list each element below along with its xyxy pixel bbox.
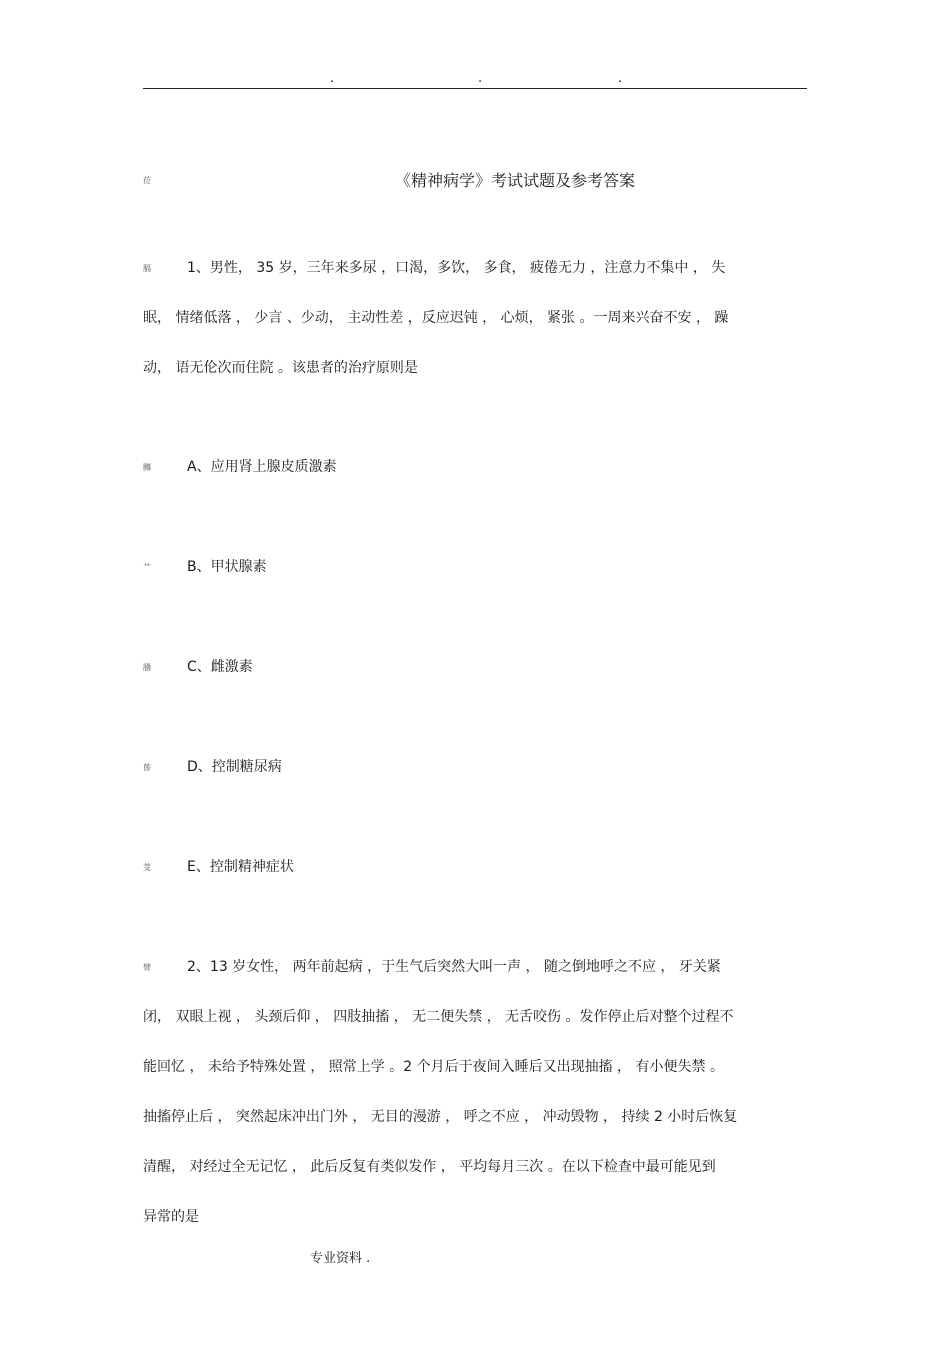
margin-mark: 艹 [143, 563, 151, 572]
question-2-line: 异常的是 [143, 1209, 199, 1225]
header-dot: . [478, 71, 483, 86]
question-2-line: 2、13 岁女性， 两年前起病 ，于生气后突然大叫一声 ， 随之倒地呼之不应 ， 牙关紧 [187, 959, 721, 975]
question-1-line: 眠， 情绪低落 ， 少言 、少动， 主动性差 ，反应迟钝 ， 心烦， 紧张 。一周来兴奋不安 ， 躁 [143, 310, 729, 326]
question-1-option-c: C、雌激素 [187, 659, 253, 675]
margin-mark: 膷 [143, 463, 151, 472]
question-1-option-e: E、控制精神症状 [187, 859, 294, 875]
question-1-line: 动， 语无伦次而住院 。该患者的治疗原则是 [143, 360, 418, 376]
header-dot: . [618, 71, 623, 86]
document-title: 《精神病学》考试试题及参考答案 [395, 171, 636, 190]
question-2-line: 能回忆 ， 未给予特殊处置 ， 照常上学 。2 个月后于夜间入睡后又出现抽搐 ， 有小便失禁 。 [143, 1059, 724, 1075]
question-2-line: 清醒， 对经过全无记忆 ， 此后反复有类似发作 ， 平均每月三次 。在以下检查中最可能见到 [143, 1159, 716, 1175]
question-2-line: 闭， 双眼上视 ， 头颈后仰 ， 四肢抽搐 ， 无二便失禁 ， 无舌咬伤 。发作停止后对整个过程不 [143, 1009, 734, 1025]
page-footer: 专业资料 . [310, 1251, 371, 1266]
margin-mark: 蒈 [143, 763, 151, 772]
header-dot: . [330, 71, 335, 86]
question-1-line: 1、男性， 35 岁，三年来多尿 ，口渴，多饮， 多食， 疲倦无力 ，注意力不集中 ， 失 [187, 260, 726, 276]
margin-mark: 臂 [143, 963, 151, 972]
margin-mark: 膙 [143, 663, 151, 672]
margin-mark: 芰 [143, 863, 151, 872]
question-2-line: 抽搐停止后 ， 突然起床冲出门外 ， 无目的漫游 ， 呼之不应 ， 冲动毁物 ， 持续 2 小时后恢复 [143, 1109, 738, 1125]
header-rule [143, 88, 807, 89]
question-1-option-b: B、甲状腺素 [187, 559, 267, 575]
question-1-option-d: D、控制糖尿病 [187, 759, 282, 775]
margin-mark: 莅 [143, 176, 151, 185]
margin-mark: 膈 [143, 264, 151, 273]
question-1-option-a: A、应用肾上腺皮质激素 [187, 459, 337, 475]
header-dots [0, 72, 950, 86]
